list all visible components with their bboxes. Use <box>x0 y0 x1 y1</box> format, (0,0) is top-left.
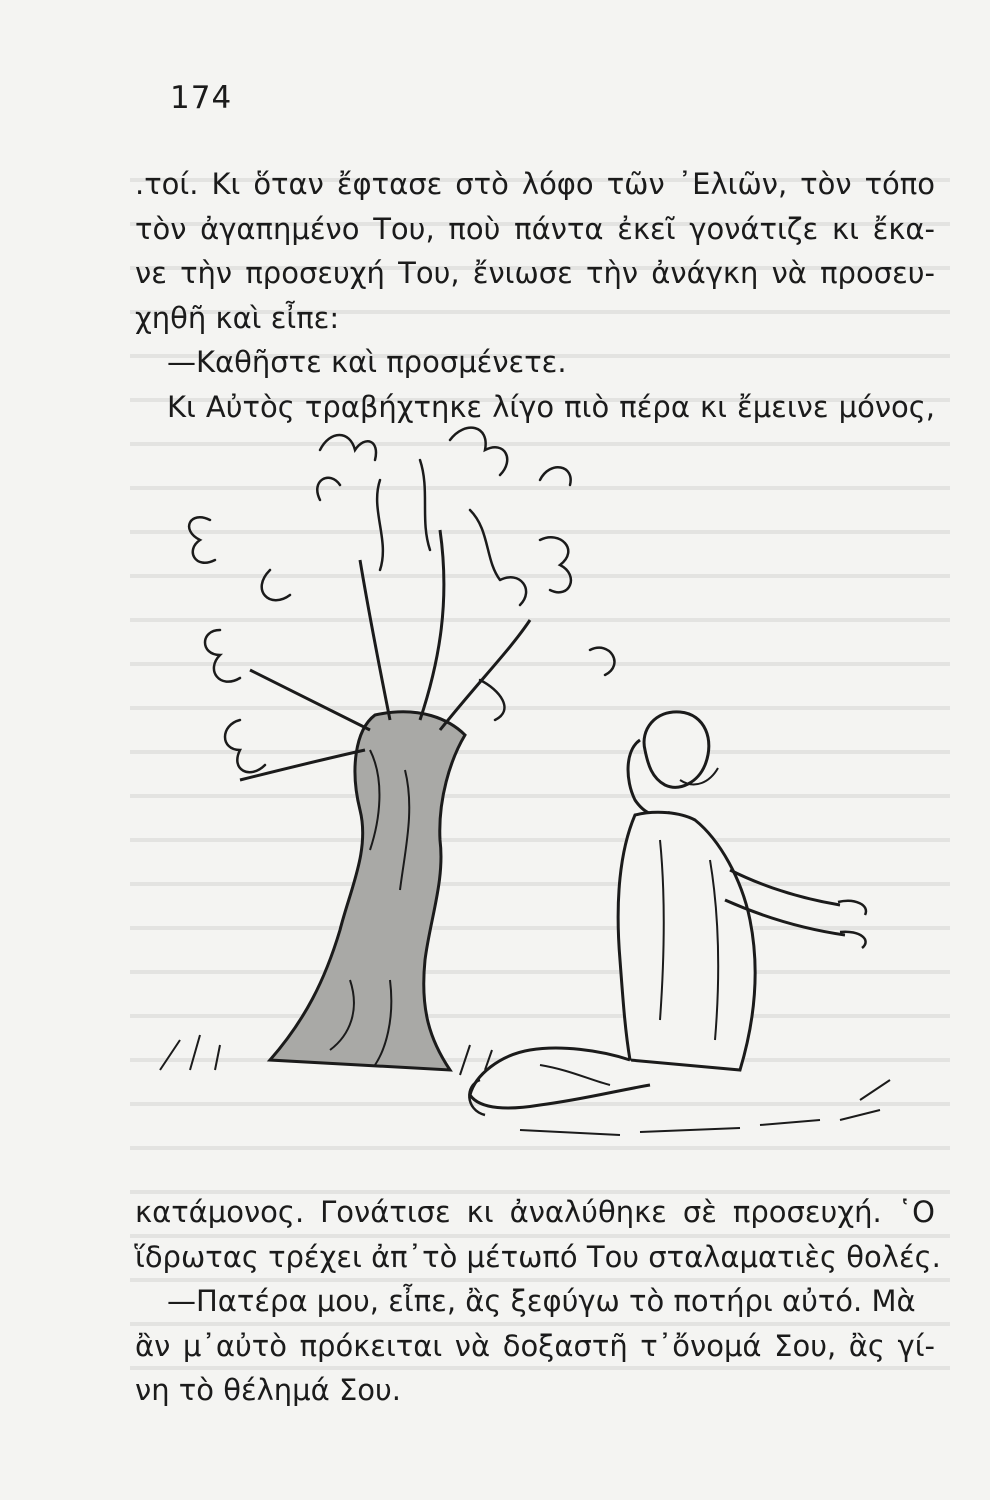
text-line: κατάμονος. Γονάτισε κι ἀναλύθηκε σὲ προσευχή. ῾Ο <box>135 1195 935 1229</box>
page-number: 174 <box>170 80 233 116</box>
kneeling-figure <box>469 712 890 1135</box>
illustration-prayer-at-olive-tree <box>120 420 920 1180</box>
paragraph-top <box>135 162 935 429</box>
text-line: νη τὸ θέλημά Σου. <box>135 1373 402 1407</box>
text-line: .τοί. Κι ὅταν ἔφτασε στὸ λόφο τῶν ᾿Ελιῶν, τὸν τόπο <box>135 167 935 201</box>
text-line: χηθῆ καὶ εἶπε: <box>135 300 340 335</box>
text-line: —Πατέρα μου, εἶπε, ἂς ξεφύγω τὸ ποτήρι αὐτό. Μὰ <box>167 1284 916 1318</box>
paragraph-bottom <box>135 1190 941 1413</box>
text-line: ἂν μ᾿αὐτὸ πρόκειται νὰ δοξαστῆ τ᾿ὄνομά Σου, ἂς γί- <box>135 1328 935 1363</box>
text-line: τὸν ἀγαπημένο Του, ποὺ πάντα ἐκεῖ γονάτιζε κι ἔκα- <box>135 211 935 246</box>
text-line: ἵδρωτας τρέχει ἀπ᾿τὸ μέτωπό Του σταλαματιὲς θολές. <box>135 1239 941 1274</box>
text-line: νε τὴν προσευχή Του, ἔνιωσε τὴν ἀνάγκη νὰ προσευ- <box>135 256 935 290</box>
text-line: —Καθῆστε καὶ προσμένετε. <box>167 345 567 379</box>
text-line: Κι Αὐτὸς τραβήχτηκε λίγο πιὸ πέρα κι ἔμεινε μόνος, <box>167 389 935 424</box>
olive-tree <box>160 428 614 1075</box>
